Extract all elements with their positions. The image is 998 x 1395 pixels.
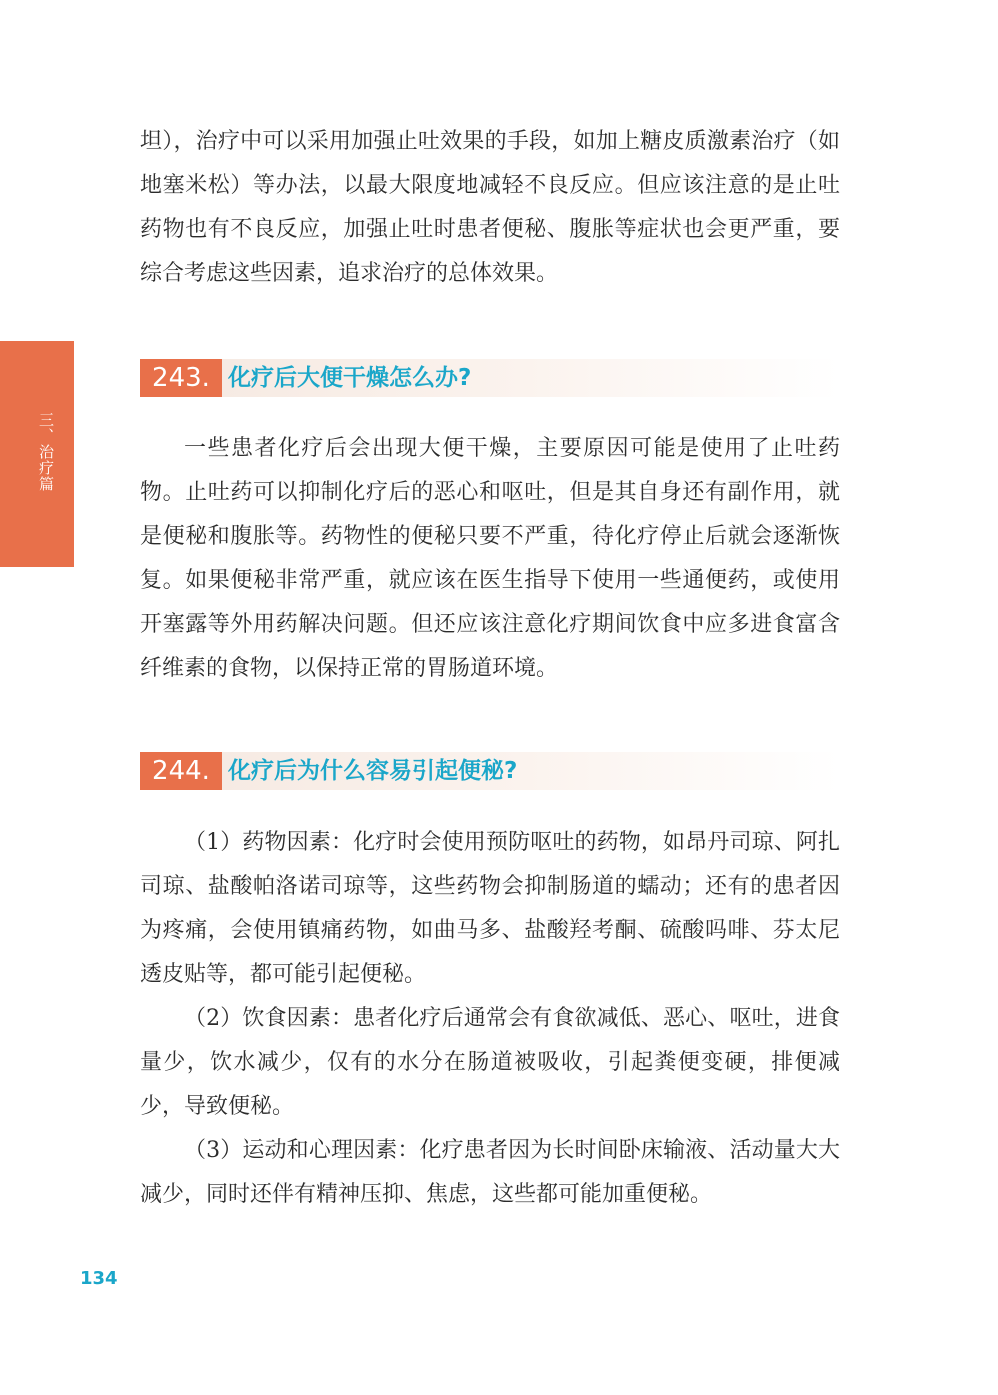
section-243-paragraph: 一些患者化疗后会出现大便干燥，主要原因可能是使用了止吐药物。止吐药可以抑制化疗后的恶心和呕吐，但是其自身还有副作用，就是便秘和腹胀等。药物性的便秘只要不严重，待化疗停止后就会逐渐恢复。如果便秘非常严重，就应该在医生指导下使用一些通便药，或使用开塞露等外用药解决问题。但还应该注意化疗期间饮食中应多进食富含纤维素的食物，以保持正常的胃肠道环境。 [140,436,840,681]
intro-paragraph: 坦），治疗中可以采用加强止吐效果的手段，如加上糖皮质激素治疗（如地塞米松）等办法，以最大限度地减轻不良反应。但应该注意的是止吐药物也有不良反应，加强止吐时患者便秘、腹胀等症状也会更严重，要综合考虑这些因素，追求治疗的总体效果。 [140,129,840,286]
section-number-244: 244. [140,752,222,790]
section-244-paragraph-1: （1）药物因素：化疗时会使用预防呕吐的药物，如昂丹司琼、阿扎司琼、盐酸帕洛诺司琼等，这些药物会抑制肠道的蠕动；还有的患者因为疼痛，会使用镇痛药物，如曲马多、盐酸羟考酮、硫酸吗啡、芬太尼透皮贴等，都可能引起便秘。 [140,830,840,987]
section-244-paragraph-2: （2）饮食因素：患者化疗后通常会有食欲减低、恶心、呕吐，进食量少，饮水减少，仅有的水分在肠道被吸收，引起粪便变硬，排便减少，导致便秘。 [140,1006,840,1119]
page-number: 134 [80,1268,118,1289]
section-heading-244 [140,752,840,790]
section-title-244: 化疗后为什么容易引起便秘? [228,758,518,784]
section-heading-243 [140,359,840,397]
section-title-243: 化疗后大便干燥怎么办? [228,365,472,391]
section-244-paragraph-3: （3）运动和心理因素：化疗患者因为长时间卧床输液、活动量大大减少，同时还伴有精神压抑、焦虑，这些都可能加重便秘。 [140,1138,840,1207]
section-number-243: 243. [140,359,222,397]
chapter-side-tab-label: 三、治疗篇 [37,412,55,492]
